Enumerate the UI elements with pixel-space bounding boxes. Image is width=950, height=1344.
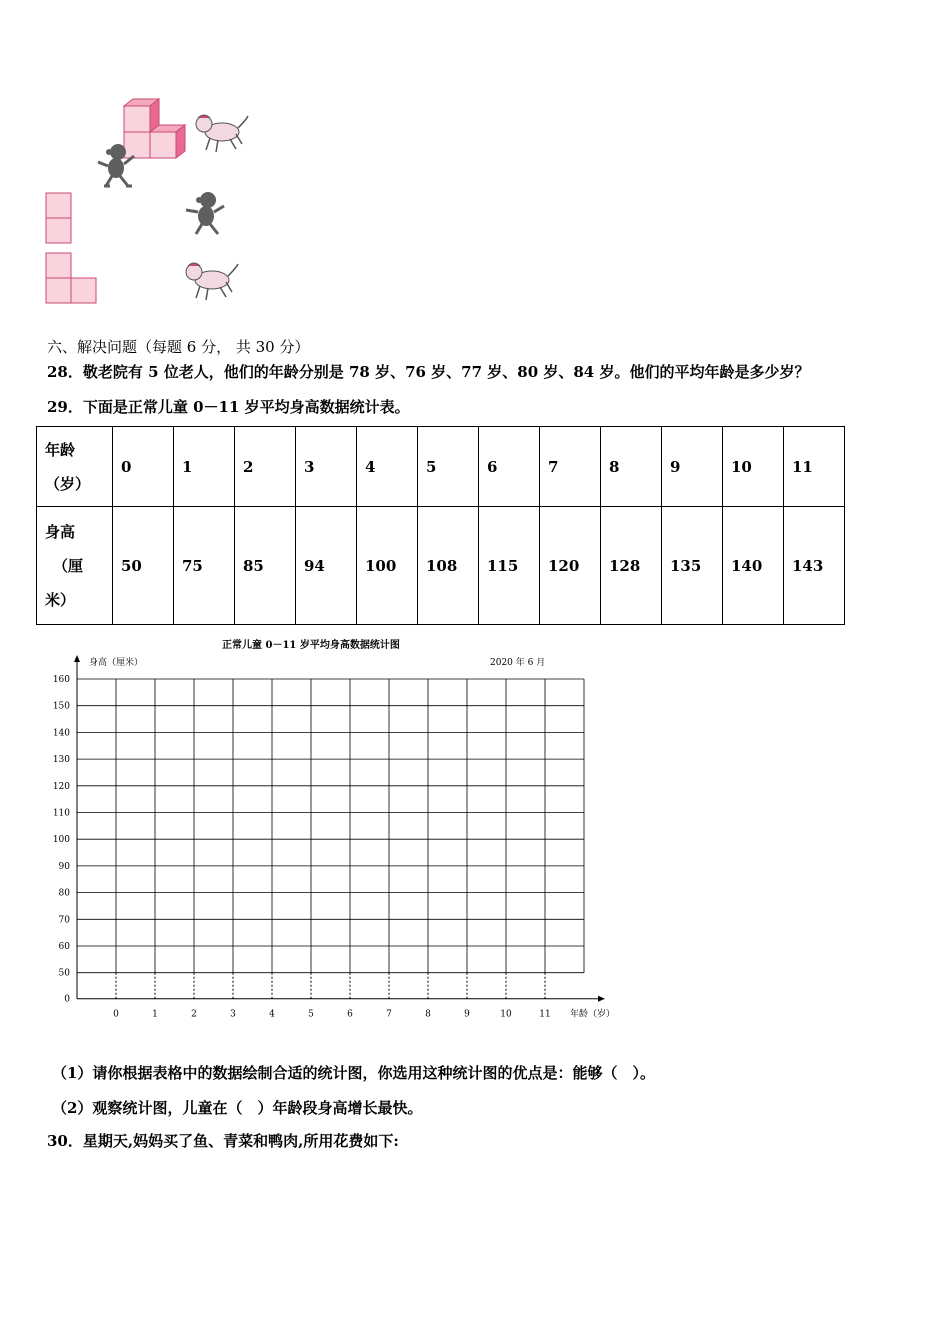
age-cell: 1: [174, 427, 235, 507]
x-tick-label: 1: [152, 1009, 158, 1020]
x-tick-label: 7: [386, 1009, 392, 1020]
question-28: 28．敬老院有 5 位老人，他们的年龄分别是 78 岁、76 岁、77 岁、80 岁、84 岁。他们的平均年龄是多少岁？: [47, 363, 810, 381]
side-view-icon: [46, 253, 96, 303]
age-cell: 7: [540, 427, 601, 507]
x-tick-label: 0: [113, 1009, 119, 1020]
y-axis-label: 身高（厘米）: [89, 658, 144, 668]
height-cell: 128: [601, 507, 662, 625]
x-tick-label: 10: [500, 1009, 512, 1020]
height-cell: 140: [723, 507, 784, 625]
chart-date: 2020 年 6 月: [490, 658, 546, 668]
age-header: 年龄 （岁）: [37, 427, 113, 507]
y-tick-label: 110: [52, 808, 70, 819]
x-tick-label: 2: [191, 1009, 197, 1020]
y-tick-label: 120: [52, 781, 70, 792]
cube-stack-icon: [124, 99, 185, 158]
height-cell: 108: [418, 507, 479, 625]
dog-icon: [186, 263, 238, 300]
y-tick-label: 130: [52, 755, 70, 766]
x-axis-arrow: [598, 996, 605, 1002]
x-axis-label: 年龄（岁）: [570, 1009, 616, 1020]
views-figure: [40, 90, 260, 310]
age-row: [37, 427, 845, 507]
question-29-1: （1）请你根据表格中的数据绘制合适的统计图，你选用这种统计图的优点是：能够（ ）。: [52, 1064, 655, 1082]
y-tick-label: 100: [52, 835, 70, 846]
y-axis-arrow: [74, 655, 80, 662]
chart-title: 正常儿童 0－11 岁平均身高数据统计图: [222, 640, 400, 651]
question-29-2: （2）观察统计图，儿童在（ ）年龄段身高增长最快。: [52, 1099, 423, 1117]
age-cell: 5: [418, 427, 479, 507]
age-cell: 4: [357, 427, 418, 507]
x-tick-label: 9: [464, 1009, 470, 1020]
height-cell: 135: [662, 507, 723, 625]
question-30: 30．星期天,妈妈买了鱼、青菜和鸭肉,所用花费如下:: [47, 1132, 399, 1150]
x-tick-label: 3: [230, 1009, 236, 1020]
height-header: 身高 （厘 米）: [37, 507, 113, 625]
section-heading: 六、解决问题（每题 6 分， 共 30 分）: [47, 338, 310, 356]
front-view-icon: [46, 193, 71, 243]
y-tick-label: 80: [58, 888, 70, 899]
y-tick-label: 70: [58, 915, 70, 926]
age-cell: 8: [601, 427, 662, 507]
question-29: 29．下面是正常儿童 0－11 岁平均身高数据统计表。: [47, 398, 410, 416]
x-tick-label: 5: [308, 1009, 314, 1020]
y-tick-label: 0: [64, 994, 70, 1005]
age-cell: 2: [235, 427, 296, 507]
height-cell: 115: [479, 507, 540, 625]
y-tick-label: 90: [58, 861, 70, 872]
x-tick-label: 11: [539, 1009, 551, 1020]
age-cell: 10: [723, 427, 784, 507]
x-tick-label: 4: [269, 1009, 275, 1020]
x-tick-label: 8: [425, 1009, 431, 1020]
age-cell: 9: [662, 427, 723, 507]
height-table: [36, 426, 845, 625]
height-cell: 50: [113, 507, 174, 625]
age-cell: 11: [784, 427, 845, 507]
y-tick-label: 60: [58, 942, 70, 952]
age-cell: 3: [296, 427, 357, 507]
height-cell: 143: [784, 507, 845, 625]
height-cell: 94: [296, 507, 357, 625]
height-cell: 120: [540, 507, 601, 625]
height-cell: 75: [174, 507, 235, 625]
x-tick-label: 6: [347, 1009, 353, 1020]
height-cell: 85: [235, 507, 296, 625]
age-cell: 0: [113, 427, 174, 507]
dog-icon: [196, 115, 248, 152]
height-row: [37, 507, 845, 625]
y-tick-label: 150: [52, 701, 70, 712]
y-tick-label: 140: [52, 728, 70, 739]
monkey-icon: [186, 192, 224, 234]
height-cell: 100: [357, 507, 418, 625]
height-chart: [40, 648, 640, 1028]
age-cell: 6: [479, 427, 540, 507]
y-tick-label: 160: [52, 675, 70, 685]
y-tick-label: 50: [58, 968, 70, 979]
